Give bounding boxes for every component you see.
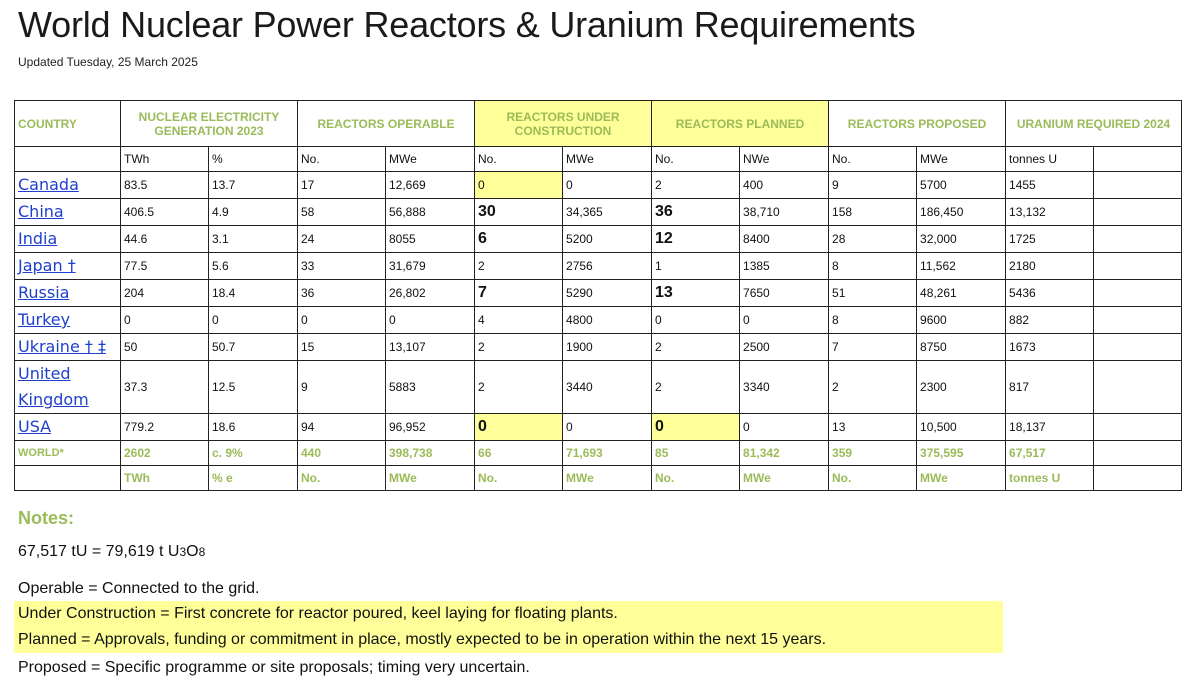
operable-no-cell: 33 (298, 253, 386, 280)
world-cell: 67,517 (1006, 441, 1094, 466)
pct-cell: 18.4 (209, 280, 298, 307)
proposed-no-cell: 9 (829, 172, 917, 199)
empty-cell (1094, 334, 1182, 361)
proposed-no-cell: 51 (829, 280, 917, 307)
construction-mwe-cell: 4800 (563, 307, 652, 334)
proposed-mwe-cell: 8750 (917, 334, 1006, 361)
construction-mwe-cell: 5200 (563, 226, 652, 253)
world-label: WORLD* (15, 441, 121, 466)
uranium-cell: 18,137 (1006, 414, 1094, 441)
header-construction: REACTORS UNDER CONSTRUCTION (475, 101, 652, 147)
header-proposed: REACTORS PROPOSED (829, 101, 1006, 147)
construction-no-cell: 7 (475, 280, 563, 307)
country-cell (15, 199, 121, 226)
proposed-no-cell: 8 (829, 307, 917, 334)
units-cell: TWh (121, 147, 209, 172)
planned-mwe-cell: 2500 (740, 334, 829, 361)
world-cell: 81,342 (740, 441, 829, 466)
operable-no-cell: 0 (298, 307, 386, 334)
twh-cell: 779.2 (121, 414, 209, 441)
operable-mwe-cell: 8055 (386, 226, 475, 253)
page-title: World Nuclear Power Reactors & Uranium Requirements (18, 4, 916, 45)
operable-no-cell: 17 (298, 172, 386, 199)
construction-mwe-cell: 0 (563, 414, 652, 441)
operable-no-cell: 58 (298, 199, 386, 226)
reactors-table (14, 100, 1182, 491)
units-cell: MWe (563, 147, 652, 172)
construction-mwe-cell: 0 (563, 172, 652, 199)
pct-cell: 50.7 (209, 334, 298, 361)
country-cell (15, 307, 121, 334)
proposed-mwe-cell: 10,500 (917, 414, 1006, 441)
proposed-no-cell: 7 (829, 334, 917, 361)
units-cell: No. (475, 147, 563, 172)
table-row (15, 334, 1182, 361)
empty-cell (1094, 226, 1182, 253)
note-conversion-sub: 3 (179, 545, 187, 559)
operable-no-cell: 24 (298, 226, 386, 253)
planned-no-cell: 12 (652, 226, 740, 253)
country-link-russia[interactable]: Russia (18, 283, 70, 302)
world-units-cell: No. (829, 466, 917, 491)
country-cell (15, 280, 121, 307)
operable-mwe-cell: 26,802 (386, 280, 475, 307)
construction-no-cell: 2 (475, 253, 563, 280)
table-row (15, 307, 1182, 334)
planned-no-cell: 2 (652, 361, 740, 414)
country-cell (15, 253, 121, 280)
note-conversion-text: O (186, 543, 199, 560)
note-operable: Operable = Connected to the grid. (18, 580, 260, 597)
planned-no-cell: 2 (652, 334, 740, 361)
uranium-cell: 5436 (1006, 280, 1094, 307)
empty-cell (1094, 414, 1182, 441)
world-units-cell: No. (652, 466, 740, 491)
uranium-cell: 817 (1006, 361, 1094, 414)
planned-mwe-cell: 0 (740, 307, 829, 334)
proposed-no-cell: 13 (829, 414, 917, 441)
units-row (15, 147, 1182, 172)
table-row (15, 226, 1182, 253)
operable-no-cell: 9 (298, 361, 386, 414)
units-cell: % (209, 147, 298, 172)
notes-heading: Notes: (18, 508, 75, 528)
country-cell (15, 172, 121, 199)
world-units-cell: MWe (563, 466, 652, 491)
units-cell: No. (652, 147, 740, 172)
uranium-cell: 13,132 (1006, 199, 1094, 226)
construction-no-cell: 0 (475, 414, 563, 441)
country-cell (15, 226, 121, 253)
table-row (15, 172, 1182, 199)
planned-mwe-cell: 3340 (740, 361, 829, 414)
units-cell: NWe (740, 147, 829, 172)
planned-mwe-cell: 7650 (740, 280, 829, 307)
header-uranium: URANIUM REQUIRED 2024 (1006, 101, 1182, 147)
construction-mwe-cell: 34,365 (563, 199, 652, 226)
note-proposed: Proposed = Specific programme or site proposals; timing very uncertain. (18, 659, 530, 676)
pct-cell: 12.5 (209, 361, 298, 414)
twh-cell: 83.5 (121, 172, 209, 199)
world-units-cell: MWe (386, 466, 475, 491)
units-cell: MWe (917, 147, 1006, 172)
world-cell: 71,693 (563, 441, 652, 466)
world-units-cell (15, 466, 121, 491)
table-row (15, 361, 1182, 414)
proposed-mwe-cell: 32,000 (917, 226, 1006, 253)
uranium-cell: 882 (1006, 307, 1094, 334)
empty-cell (1094, 307, 1182, 334)
world-cell: 359 (829, 441, 917, 466)
proposed-mwe-cell: 48,261 (917, 280, 1006, 307)
operable-no-cell: 36 (298, 280, 386, 307)
world-units-cell: TWh (121, 466, 209, 491)
world-row (15, 441, 1182, 466)
pct-cell: 18.6 (209, 414, 298, 441)
world-units-cell: MWe (917, 466, 1006, 491)
proposed-mwe-cell: 9600 (917, 307, 1006, 334)
planned-no-cell: 2 (652, 172, 740, 199)
twh-cell: 77.5 (121, 253, 209, 280)
table-row (15, 280, 1182, 307)
table-row (15, 414, 1182, 441)
planned-no-cell: 0 (652, 414, 740, 441)
country-link-china[interactable]: China (18, 202, 64, 221)
construction-no-cell: 6 (475, 226, 563, 253)
header-row (15, 101, 1182, 147)
note-conversion (18, 543, 205, 561)
note-planned: Planned = Approvals, funding or commitment in place, mostly expected to be in operation within the next 15 years. (14, 627, 1003, 653)
construction-mwe-cell: 1900 (563, 334, 652, 361)
planned-mwe-cell: 8400 (740, 226, 829, 253)
planned-no-cell: 13 (652, 280, 740, 307)
operable-mwe-cell: 31,679 (386, 253, 475, 280)
header-operable: REACTORS OPERABLE (298, 101, 475, 147)
world-units-row (15, 466, 1182, 491)
proposed-mwe-cell: 186,450 (917, 199, 1006, 226)
twh-cell: 37.3 (121, 361, 209, 414)
planned-no-cell: 0 (652, 307, 740, 334)
twh-cell: 0 (121, 307, 209, 334)
world-units-cell: MWe (740, 466, 829, 491)
world-cell: 85 (652, 441, 740, 466)
construction-no-cell: 4 (475, 307, 563, 334)
construction-no-cell: 30 (475, 199, 563, 226)
operable-no-cell: 15 (298, 334, 386, 361)
note-construction: Under Construction = First concrete for reactor poured, keel laying for floating plants. (14, 601, 1003, 627)
pct-cell: 4.9 (209, 199, 298, 226)
proposed-no-cell: 158 (829, 199, 917, 226)
pct-cell: 3.1 (209, 226, 298, 253)
proposed-no-cell: 8 (829, 253, 917, 280)
empty-cell (1094, 280, 1182, 307)
empty-cell (1094, 253, 1182, 280)
units-cell (1094, 147, 1182, 172)
country-link-united-kingdom[interactable] (18, 364, 89, 409)
proposed-mwe-cell: 11,562 (917, 253, 1006, 280)
country-link-usa[interactable]: USA (18, 417, 52, 436)
uranium-cell: 1455 (1006, 172, 1094, 199)
pct-cell: 5.6 (209, 253, 298, 280)
planned-mwe-cell: 400 (740, 172, 829, 199)
world-units-cell: No. (298, 466, 386, 491)
units-cell: No. (829, 147, 917, 172)
construction-mwe-cell: 2756 (563, 253, 652, 280)
country-link-japan[interactable]: Japan † (18, 256, 76, 275)
units-cell: No. (298, 147, 386, 172)
units-cell: tonnes U (1006, 147, 1094, 172)
header-country: COUNTRY (15, 101, 121, 147)
country-link-turkey[interactable]: Turkey (18, 310, 71, 329)
twh-cell: 406.5 (121, 199, 209, 226)
operable-mwe-cell: 96,952 (386, 414, 475, 441)
units-cell (15, 147, 121, 172)
uranium-cell: 1725 (1006, 226, 1094, 253)
country-cell (15, 414, 121, 441)
construction-mwe-cell: 5290 (563, 280, 652, 307)
world-cell: 66 (475, 441, 563, 466)
proposed-mwe-cell: 5700 (917, 172, 1006, 199)
world-cell: 375,595 (917, 441, 1006, 466)
planned-mwe-cell: 1385 (740, 253, 829, 280)
operable-mwe-cell: 0 (386, 307, 475, 334)
world-cell: 398,738 (386, 441, 475, 466)
note-conversion-text: 67,517 tU = 79,619 t U (18, 543, 180, 560)
twh-cell: 204 (121, 280, 209, 307)
empty-cell (1094, 466, 1182, 491)
header-generation: NUCLEAR ELECTRICITY GENERATION 2023 (121, 101, 298, 147)
empty-cell (1094, 441, 1182, 466)
construction-no-cell: 2 (475, 361, 563, 414)
country-link-canada[interactable]: Canada (18, 175, 79, 194)
header-planned: REACTORS PLANNED (652, 101, 829, 147)
units-cell: MWe (386, 147, 475, 172)
country-link-india[interactable]: India (18, 229, 58, 248)
country-cell (15, 334, 121, 361)
pct-cell: 0 (209, 307, 298, 334)
construction-no-cell: 2 (475, 334, 563, 361)
planned-mwe-cell: 38,710 (740, 199, 829, 226)
world-cell: 2602 (121, 441, 209, 466)
uranium-cell: 1673 (1006, 334, 1094, 361)
world-units-cell: tonnes U (1006, 466, 1094, 491)
world-units-cell: No. (475, 466, 563, 491)
country-cell (15, 361, 121, 414)
operable-no-cell: 94 (298, 414, 386, 441)
empty-cell (1094, 199, 1182, 226)
empty-cell (1094, 172, 1182, 199)
construction-no-cell: 0 (475, 172, 563, 199)
planned-mwe-cell: 0 (740, 414, 829, 441)
world-cell: 440 (298, 441, 386, 466)
world-units-cell: % e (209, 466, 298, 491)
planned-no-cell: 36 (652, 199, 740, 226)
country-name-line: Kingdom (18, 390, 89, 409)
country-name-line: United (18, 364, 71, 383)
operable-mwe-cell: 13,107 (386, 334, 475, 361)
table-row (15, 199, 1182, 226)
world-cell: c. 9% (209, 441, 298, 466)
planned-no-cell: 1 (652, 253, 740, 280)
operable-mwe-cell: 5883 (386, 361, 475, 414)
proposed-no-cell: 28 (829, 226, 917, 253)
note-conversion-sub: 8 (198, 545, 206, 559)
twh-cell: 50 (121, 334, 209, 361)
uranium-cell: 2180 (1006, 253, 1094, 280)
empty-cell (1094, 361, 1182, 414)
construction-mwe-cell: 3440 (563, 361, 652, 414)
country-link-ukraine[interactable]: Ukraine † ‡ (18, 337, 106, 356)
updated-date: Updated Tuesday, 25 March 2025 (18, 55, 198, 69)
pct-cell: 13.7 (209, 172, 298, 199)
twh-cell: 44.6 (121, 226, 209, 253)
operable-mwe-cell: 56,888 (386, 199, 475, 226)
operable-mwe-cell: 12,669 (386, 172, 475, 199)
proposed-mwe-cell: 2300 (917, 361, 1006, 414)
proposed-no-cell: 2 (829, 361, 917, 414)
table-row (15, 253, 1182, 280)
